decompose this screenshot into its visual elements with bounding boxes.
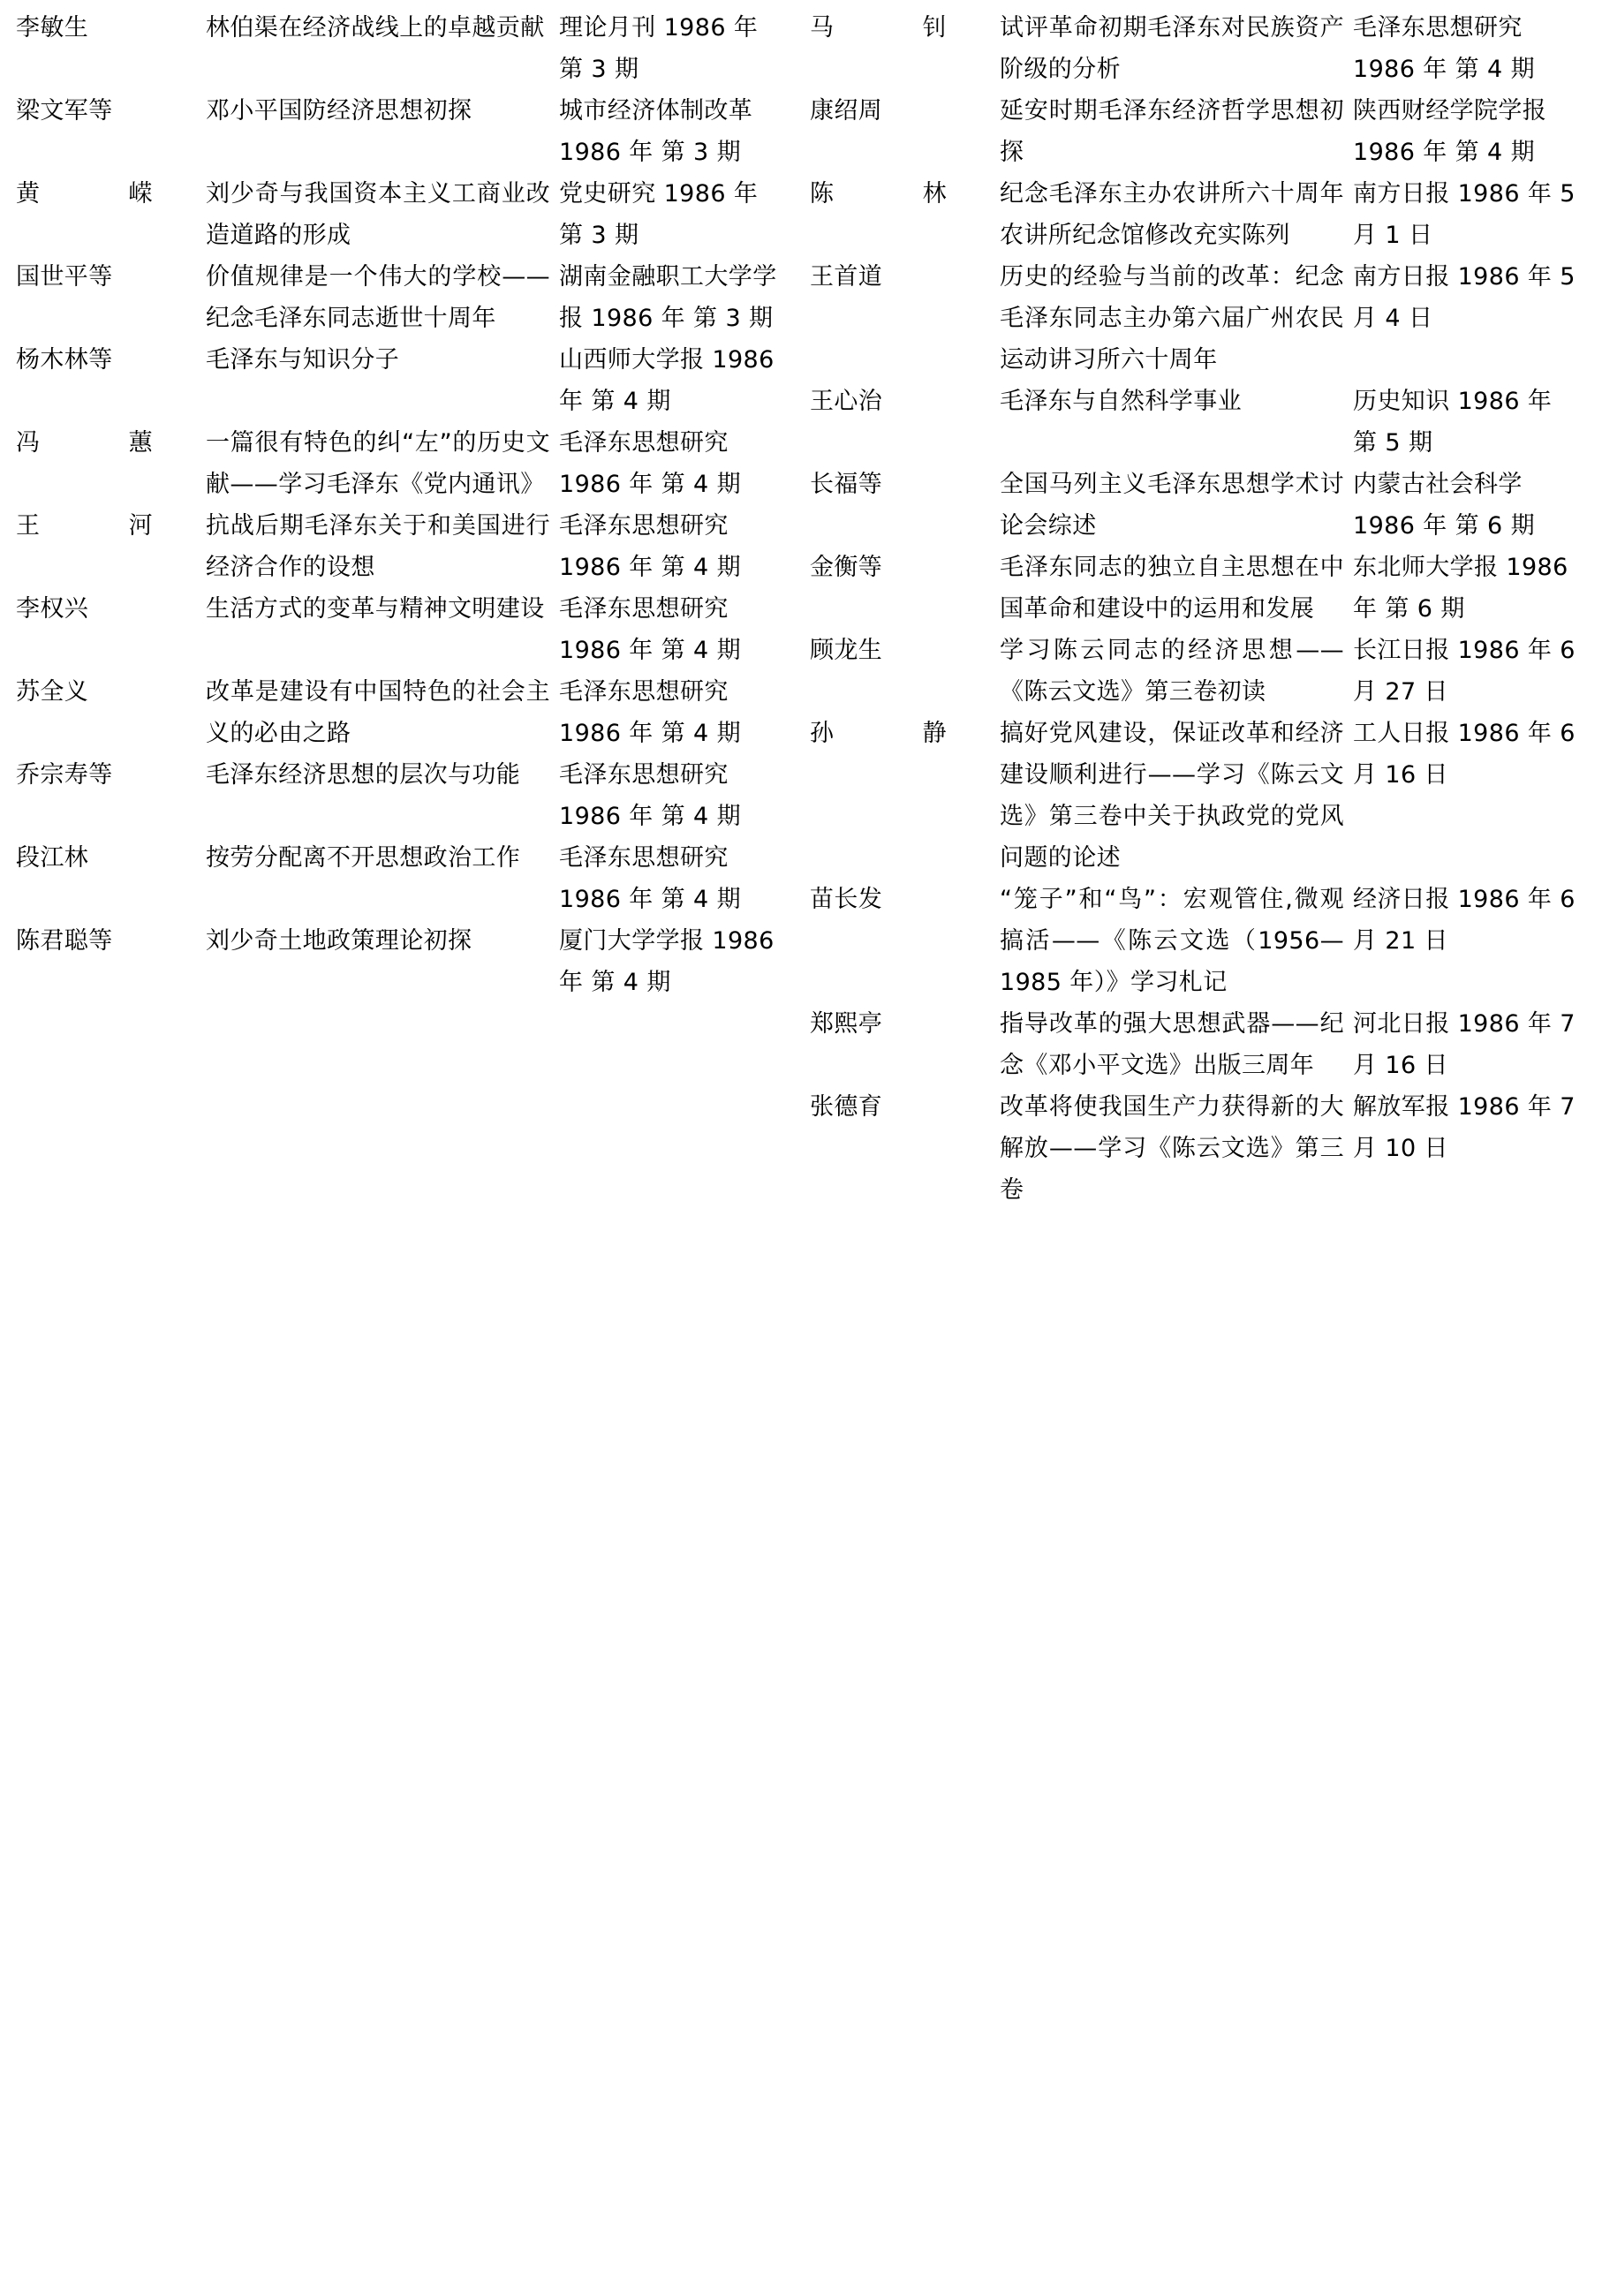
entry-author: 张德育 [810, 1093, 883, 1121]
entry-title: 纪念毛泽东主办农讲所六十周年农讲所纪念馆修改充实陈列 [1000, 180, 1344, 249]
entry-source: 东北师大学报 1986 年 第 6 期 [1353, 554, 1568, 623]
entry-author-text: 黄 嵘 [16, 180, 153, 208]
entry-title: 生活方式的变革与精神文明建设 [206, 595, 545, 623]
entry-author: 陈君聪等 [16, 927, 113, 955]
entry-author: 金衡等 [810, 554, 883, 581]
left-column [16, 7, 801, 2296]
entry-title: 抗战后期毛泽东关于和美国进行经济合作的设想 [206, 512, 550, 581]
entry-title: 全国马列主义毛泽东思想学术讨论会综述 [1000, 471, 1344, 540]
entry-title: 改革是建设有中国特色的社会主义的必由之路 [206, 678, 550, 747]
entry-title: 按劳分配离不开思想政治工作 [206, 844, 521, 872]
bibliography-entry [810, 7, 1586, 90]
entry-source: 厦门大学学报 1986 年 第 4 期 [559, 927, 775, 996]
bibliography-entry [810, 1086, 1586, 1211]
entry-title: 指导改革的强大思想武器——纪念《邓小平文选》出版三周年 [1000, 1010, 1344, 1079]
entry-source: 党史研究 1986 年 第 3 期 [559, 180, 759, 249]
bibliography-entry [16, 837, 785, 920]
bibliography-entry [810, 381, 1586, 464]
entry-source: 毛泽东思想研究 1986 年 第 4 期 [559, 678, 742, 747]
entry-source: 毛泽东思想研究 1986 年 第 4 期 [559, 844, 742, 913]
entry-source: 河北日报 1986 年 7 月 16 日 [1353, 1010, 1576, 1079]
entry-source: 经济日报 1986 年 6 月 21 日 [1353, 886, 1576, 955]
bibliography-entry [16, 90, 785, 173]
entry-author: 长福等 [810, 471, 883, 498]
bibliography-entry [16, 339, 785, 422]
entry-source: 湖南金融职工大学学报 1986 年 第 3 期 [559, 263, 777, 332]
entry-author: 王心治 [810, 388, 883, 415]
entry-author [810, 713, 1000, 754]
bibliography-entry [16, 7, 785, 90]
bibliography-entry [810, 464, 1586, 547]
entry-source: 解放军报 1986 年 7 月 10 日 [1353, 1093, 1576, 1162]
entry-title: 刘少奇与我国资本主义工商业改造道路的形成 [206, 180, 550, 249]
entry-title: 搞好党风建设，保证改革和经济建设顺利进行——学习《陈云文选》第三卷中关于执政党的党风问题的论述 [1000, 720, 1344, 872]
entry-author: 梁文军等 [16, 97, 113, 125]
bibliography-entry [810, 547, 1586, 630]
entry-author: 李敏生 [16, 14, 89, 42]
entry-author [810, 7, 1000, 49]
entry-title: 毛泽东与自然科学事业 [1000, 388, 1242, 415]
entry-title: 邓小平国防经济思想初探 [206, 97, 472, 125]
entry-author: 王首道 [810, 263, 883, 291]
entry-title: 毛泽东经济思想的层次与功能 [206, 761, 521, 789]
entry-author-text: 王 河 [16, 512, 153, 540]
entry-title: “笼子”和“鸟”：宏观管住,微观搞活——《陈云文选（1956—1985 年）》学习札记 [1000, 886, 1344, 996]
entry-author [16, 422, 206, 464]
entry-source: 工人日报 1986 年 6 月 16 日 [1353, 720, 1576, 789]
entry-title: 价值规律是一个伟大的学校——纪念毛泽东同志逝世十周年 [206, 263, 550, 332]
entry-title: 毛泽东与知识分子 [206, 346, 400, 374]
entry-source: 南方日报 1986 年 5 月 4 日 [1353, 263, 1576, 332]
entry-title: 试评革命初期毛泽东对民族资产阶级的分析 [1000, 14, 1344, 83]
entry-title: 毛泽东同志的独立自主思想在中国革命和建设中的运用和发展 [1000, 554, 1344, 623]
bibliography-entry [810, 1003, 1586, 1086]
entry-title: 学习陈云同志的经济思想——《陈云文选》第三卷初读 [1000, 637, 1344, 706]
entry-author: 苏全义 [16, 678, 89, 706]
entry-title: 改革将使我国生产力获得新的大解放——学习《陈云文选》第三卷 [1000, 1093, 1344, 1204]
entry-author [16, 505, 206, 547]
bibliography-entry [16, 256, 785, 339]
entry-author-text: 孙 静 [810, 720, 947, 747]
entry-author: 杨木林等 [16, 346, 113, 374]
entry-source: 理论月刊 1986 年 第 3 期 [559, 14, 759, 83]
entry-title: 历史的经验与当前的改革：纪念毛泽东同志主办第六届广州农民运动讲习所六十周年 [1000, 263, 1344, 374]
entry-title: 延安时期毛泽东经济哲学思想初探 [1000, 97, 1344, 166]
entry-source: 毛泽东思想研究 1986 年 第 4 期 [559, 595, 742, 664]
bibliography-entry [16, 754, 785, 837]
entry-author [810, 173, 1000, 215]
entry-source: 毛泽东思想研究 1986 年 第 4 期 [559, 512, 742, 581]
bibliography-entry [810, 90, 1586, 173]
entry-source: 陕西财经学院学报 1986 年 第 4 期 [1353, 97, 1547, 166]
entry-author: 国世平等 [16, 263, 113, 291]
bibliography-entry [16, 920, 785, 1003]
entry-source: 山西师大学报 1986 年 第 4 期 [559, 346, 775, 415]
bibliography-entry [16, 588, 785, 671]
bibliography-entry [16, 505, 785, 588]
entry-source: 历史知识 1986 年 第 5 期 [1353, 388, 1553, 457]
bibliography-entry [810, 879, 1586, 1003]
bibliography-entry [16, 671, 785, 754]
bibliography-entry [810, 173, 1586, 256]
entry-source: 毛泽东思想研究 1986 年 第 4 期 [1353, 14, 1536, 83]
entry-title: 刘少奇土地政策理论初探 [206, 927, 472, 955]
entry-author: 乔宗寿等 [16, 761, 113, 789]
entry-source: 毛泽东思想研究 1986 年 第 4 期 [559, 429, 742, 498]
bibliography-entry [810, 256, 1586, 381]
bibliography-entry [810, 713, 1586, 879]
entry-author: 顾龙生 [810, 637, 883, 664]
entry-author-text: 马 钊 [810, 14, 947, 42]
entry-author: 苗长发 [810, 886, 883, 913]
entry-source: 毛泽东思想研究 1986 年 第 4 期 [559, 761, 742, 830]
entry-title: 林伯渠在经济战线上的卓越贡献 [206, 14, 545, 42]
entry-source: 内蒙古社会科学 1986 年 第 6 期 [1353, 471, 1536, 540]
entry-source: 南方日报 1986 年 5 月 1 日 [1353, 180, 1576, 249]
right-column [801, 7, 1586, 2296]
entry-author [16, 173, 206, 215]
entry-title: 一篇很有特色的纠“左”的历史文献——学习毛泽东《党内通讯》 [206, 429, 550, 498]
entry-author: 郑熙亭 [810, 1010, 883, 1038]
bibliography-entry [16, 422, 785, 505]
entry-author: 段江林 [16, 844, 89, 872]
entry-source: 城市经济体制改革 1986 年 第 3 期 [559, 97, 753, 166]
bibliography-entry [16, 173, 785, 256]
entry-author-text: 冯 蕙 [16, 429, 153, 457]
entry-author: 李权兴 [16, 595, 89, 623]
entry-source: 长江日报 1986 年 6 月 27 日 [1353, 637, 1576, 706]
entry-author: 康绍周 [810, 97, 883, 125]
entry-author-text: 陈 林 [810, 180, 947, 208]
bibliography-entry [810, 630, 1586, 713]
